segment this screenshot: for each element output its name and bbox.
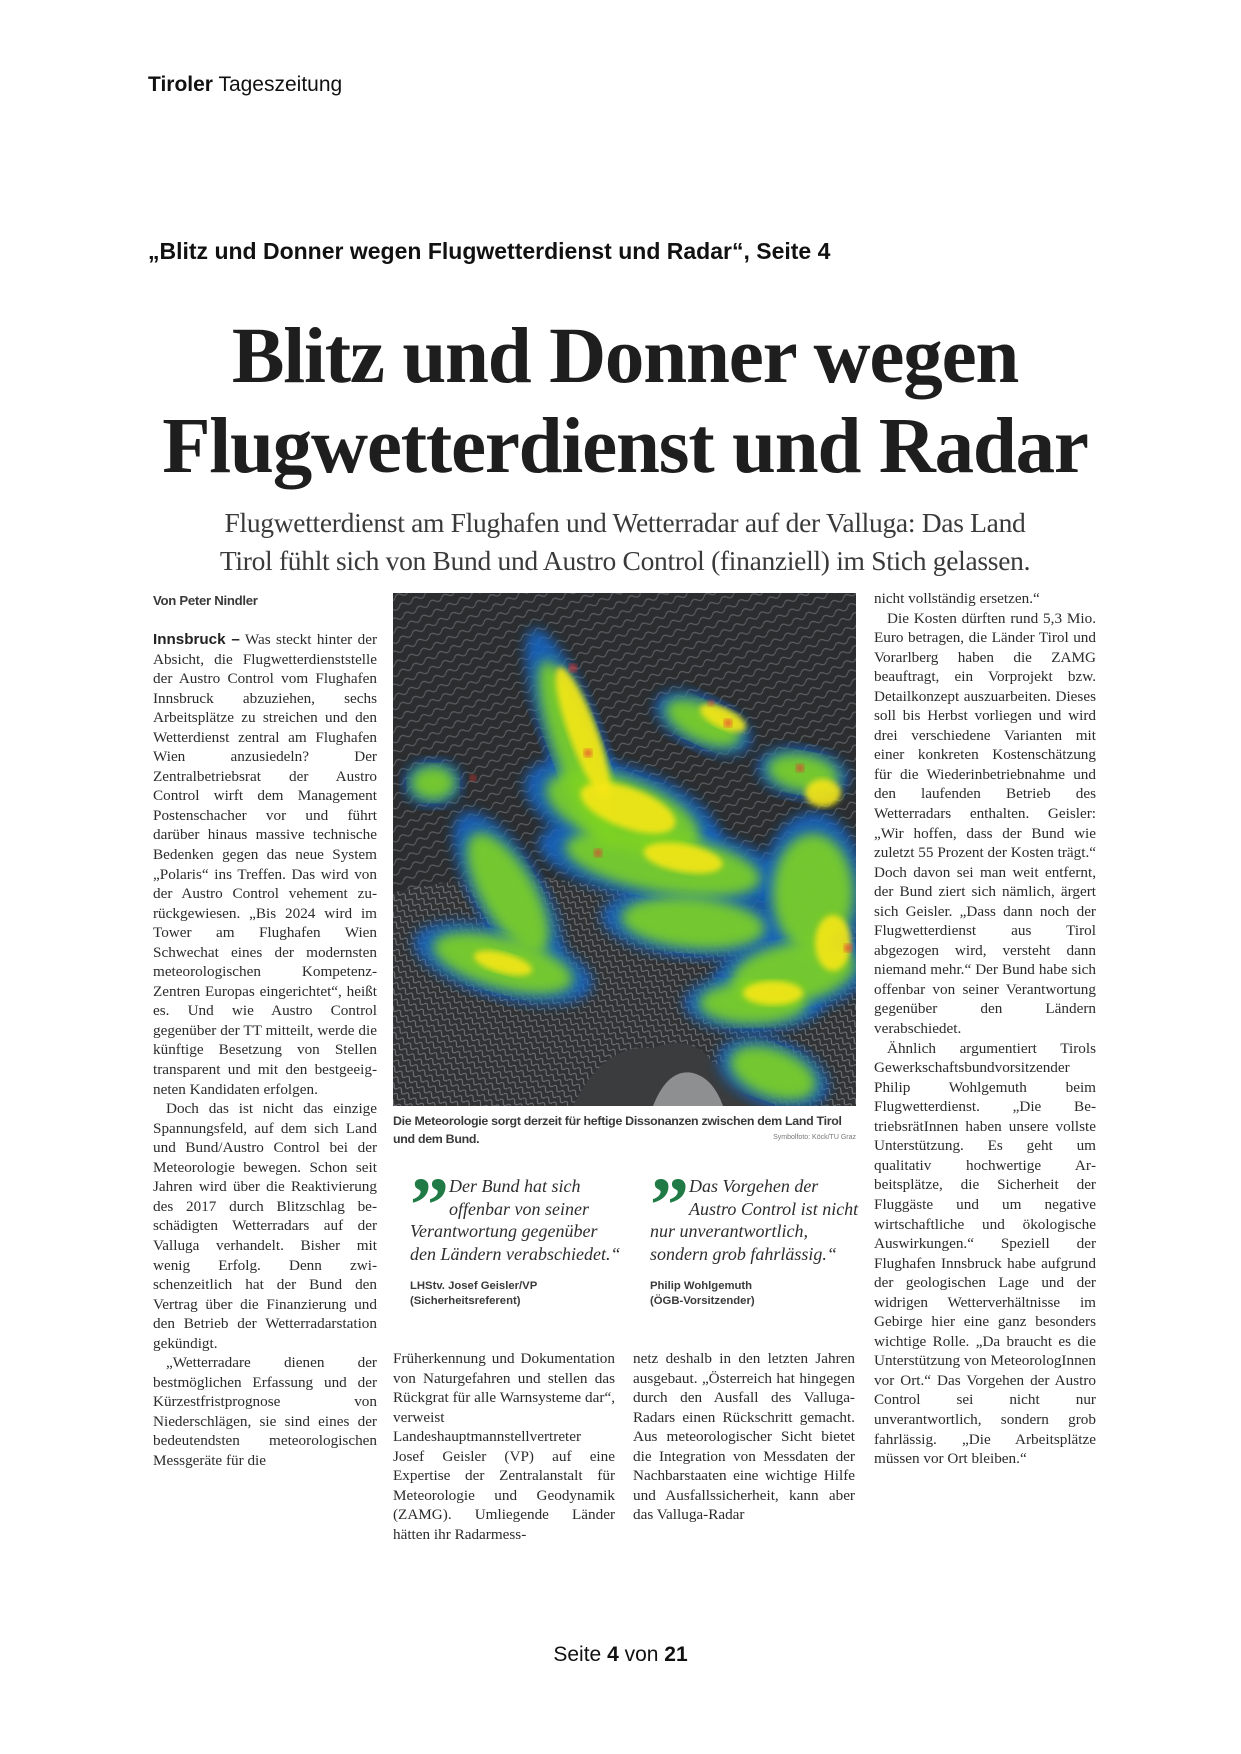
radar-cell-high — [743, 981, 803, 1005]
paragraph: Ähnlich argumentiert Tirols Gewerkschaftsbundvorsitzender Philip Wohlgemuth beim Flugwetterdienst. „Die BetriebsrätInnen haben unsere vollste Unterstützung. Es geht um qualitativ hochwertige Arbeitsplätze, die Sicherheit der Fluggäste und um negative wirtschaftliche und ökologische Auswirkungen.“ Speziell der Flughafen Innsbruck habe aufgrund der geologischen Lage und der widrigen Wetterverhältnisse im Gebirge hier eine ganz besonders wichtige Rolle. „Da braucht es die Unterstützung von MeteorologInnen vor Ort.“ Das Vorgehen der Austro Control sei nicht nur unverantwortlich, sondern grob fahrlässig. „Die Arbeitsplätze müssen vor Ort bleiben.“ — [874, 1039, 1096, 1468]
byline: Von Peter Nindler — [153, 593, 258, 608]
publication-name — [148, 73, 342, 97]
footer-prefix: Seite — [553, 1643, 602, 1666]
paragraph: Die Kosten dürften rund 5,3 Mio. Euro betragen, die Länder Tirol und Vorarlberg haben die ZAMG beauftragt, ein Vorprojekt bzw. Detailkonzept auszuarbeiten. Dieses soll bis Herbst vorliegen und wird drei verschiedene Varianten mit einer konkreten Kostenschätzung für die Wiederinbetriebnahme und den laufenden Betrieb des Wetterradars enthalten. Geisler: „Wir hoffen, dass der Bund wie zuletzt 55 Prozent der Kosten trägt.“ Doch davon sei man weit entfernt, der Bund ziert sich nämlich, ärgert sich Geisler. „Dass dann noch der Flugwetterdienst aus Tirol abgezogen wird, versteht dann niemand mehr.“ Der Bund habe sich offenbar von seiner Verantwortung gegenüber den Ländern verabschiedet. — [874, 609, 1096, 1038]
headline-line-2: Flugwetterdienst und Radar — [162, 403, 1088, 490]
quote-mark-icon: ” — [410, 1161, 443, 1248]
quote-author-role: (ÖGB-Vorsitzender) — [650, 1295, 755, 1307]
headline — [150, 312, 1100, 492]
article-column-1 — [153, 630, 377, 1471]
quote-attribution — [650, 1279, 865, 1309]
caption-text: Die Meteorologie sorgt derzeit für heftige Dissonanzen zwischen dem Land Tirol und dem Bund. — [393, 1114, 842, 1146]
pull-quote-2 — [650, 1161, 865, 1309]
paragraph: nicht vollständig ersetzen.“ — [874, 590, 1040, 607]
quote-attribution — [410, 1279, 625, 1309]
paragraph: „Wetterradare dienen der bestmöglichen Erfassung und der Kürzestfristprognose von Niederschlägen, sie sind eines der bedeutendsten meteorologischen Messgeräte für die — [153, 1354, 377, 1469]
radar-cell-peak — [724, 719, 732, 727]
photo-caption — [393, 1112, 856, 1148]
quote-mark-icon: ” — [650, 1161, 683, 1248]
radar-cell-peak — [584, 749, 592, 757]
radar-cell-mid — [411, 766, 456, 800]
radar-cell-peak — [708, 700, 714, 706]
subheadline — [150, 504, 1100, 580]
dateline: Innsbruck – — [153, 631, 240, 648]
photo-credit: Symbolfoto: Köck/TU Graz — [773, 1134, 856, 1141]
quote-author: LHStv. Josef Geisler/VP — [410, 1280, 538, 1292]
subheadline-line-1: Flugwetterdienst am Flughafen und Wetterradar auf der Valluga: Das Land — [224, 507, 1026, 538]
subheadline-line-2: Tirol fühlt sich von Bund und Austro Control (finanziell) im Stich gelassen. — [219, 545, 1031, 576]
footer-middle: von — [624, 1643, 659, 1666]
paragraph: Doch das ist nicht das einzige Spannungsfeld, auf dem sich Land und Bund/Austro Control bei der Meteorologie bewegen. Schon seit Jahren wird über die Reaktivierung des 2017 durch Blitzschlag beschädigten Wetterradars auf der Valluga verhandelt. Bisher mit wenig Erfolg. Denn zwischenzeitlich hat der Bund den Vertrag über die Finanzierung und den Betrieb der Wetterradarstation gekündigt. — [153, 1100, 377, 1352]
quote-text: Der Bund hat sich offenbar von seiner Verantwortung gegenüber den Ländern verabschiedet.“ — [410, 1176, 621, 1264]
quote-author-role: (Sicherheitsreferent) — [410, 1295, 521, 1307]
article-column-4 — [874, 589, 1096, 1469]
page-footer — [0, 1643, 1241, 1667]
paragraph — [153, 630, 377, 1099]
article-column-2 — [393, 1349, 615, 1544]
radar-cell-peak — [594, 849, 602, 857]
article-reference: „Blitz und Donner wegen Flugwetterdienst und Radar“, Seite 4 — [148, 238, 831, 264]
current-page-number: 4 — [607, 1643, 619, 1666]
radar-cell-high — [805, 779, 841, 807]
total-page-count: 21 — [664, 1643, 688, 1666]
paragraph: Früherkennung und Dokumentation von Naturgefahren und stellen das Rückgrat für alle Warnsysteme dar“, verweist Landeshauptmannstellvertreter Josef Geisler (VP) auf eine Expertise der Zentralanstalt für Meteorologie und Geodynamik (ZAMG). Umliegende Länder hätten ihr Radarmess- — [393, 1350, 615, 1543]
pull-quote-1 — [410, 1161, 625, 1309]
radar-cell-high — [815, 915, 851, 971]
quote-text: Das Vorgehen der Austro Control ist nicht nur unverantwortlich, sondern grob fahrlässig.“ — [650, 1176, 859, 1264]
radar-cell-peak — [796, 764, 804, 772]
radar-cell-peak — [569, 664, 577, 672]
radar-map-image — [393, 593, 856, 1106]
publication-name-bold: Tiroler — [148, 73, 213, 96]
paragraph-text: Was steckt hinter der Absicht, die Flugwetterdienststelle der Austro Control vom Flughafen Innsbruck abzuziehen, sechs Arbeitsplätze zu streichen und den Wetterdienst zentral am Flughafen Wien anzusiedeln? Der Zentralbetriebsrat der Austro Control wirft dem Management Postenschacher vor und führt darüber hinaus massive technische Bedenken gegen das neue System „Polaris“ ins Treffen. Das wird von der Austro Control vehement zurückgewiesen. „Bis 2024 wird im Tower am Flughafen Wien Schwechat eines der modernsten meteorologischen Kompetenz-Zentren Europas eingerichtet“, heißt es. Und wie Austro Control gegenüber der TT mitteilt, werde die künftige Besetzung von Stellen transparent und mit den bestgeeigneten Kandidaten erfolgen. — [153, 631, 377, 1098]
article-column-3 — [633, 1349, 855, 1525]
headline-line-1: Blitz und Donner wegen — [231, 313, 1019, 400]
radar-cell-peak — [844, 944, 852, 952]
paragraph: netz deshalb in den letzten Jahren ausgebaut. „Österreich hat hingegen durch den Ausfall des Valluga-Radars einen Rückschritt gemacht. Aus meteorologischer Sicht bietet die Integration von Messdaten der Nachbarstaaten eine wichtige Hilfe und Ausfallssicherheit, kann aber das Valluga-Radar — [633, 1350, 855, 1524]
quote-author: Philip Wohlgemuth — [650, 1280, 753, 1292]
publication-name-rest: Tageszeitung — [218, 73, 343, 96]
radar-photo — [393, 593, 856, 1106]
radar-cell-peak — [470, 775, 476, 781]
